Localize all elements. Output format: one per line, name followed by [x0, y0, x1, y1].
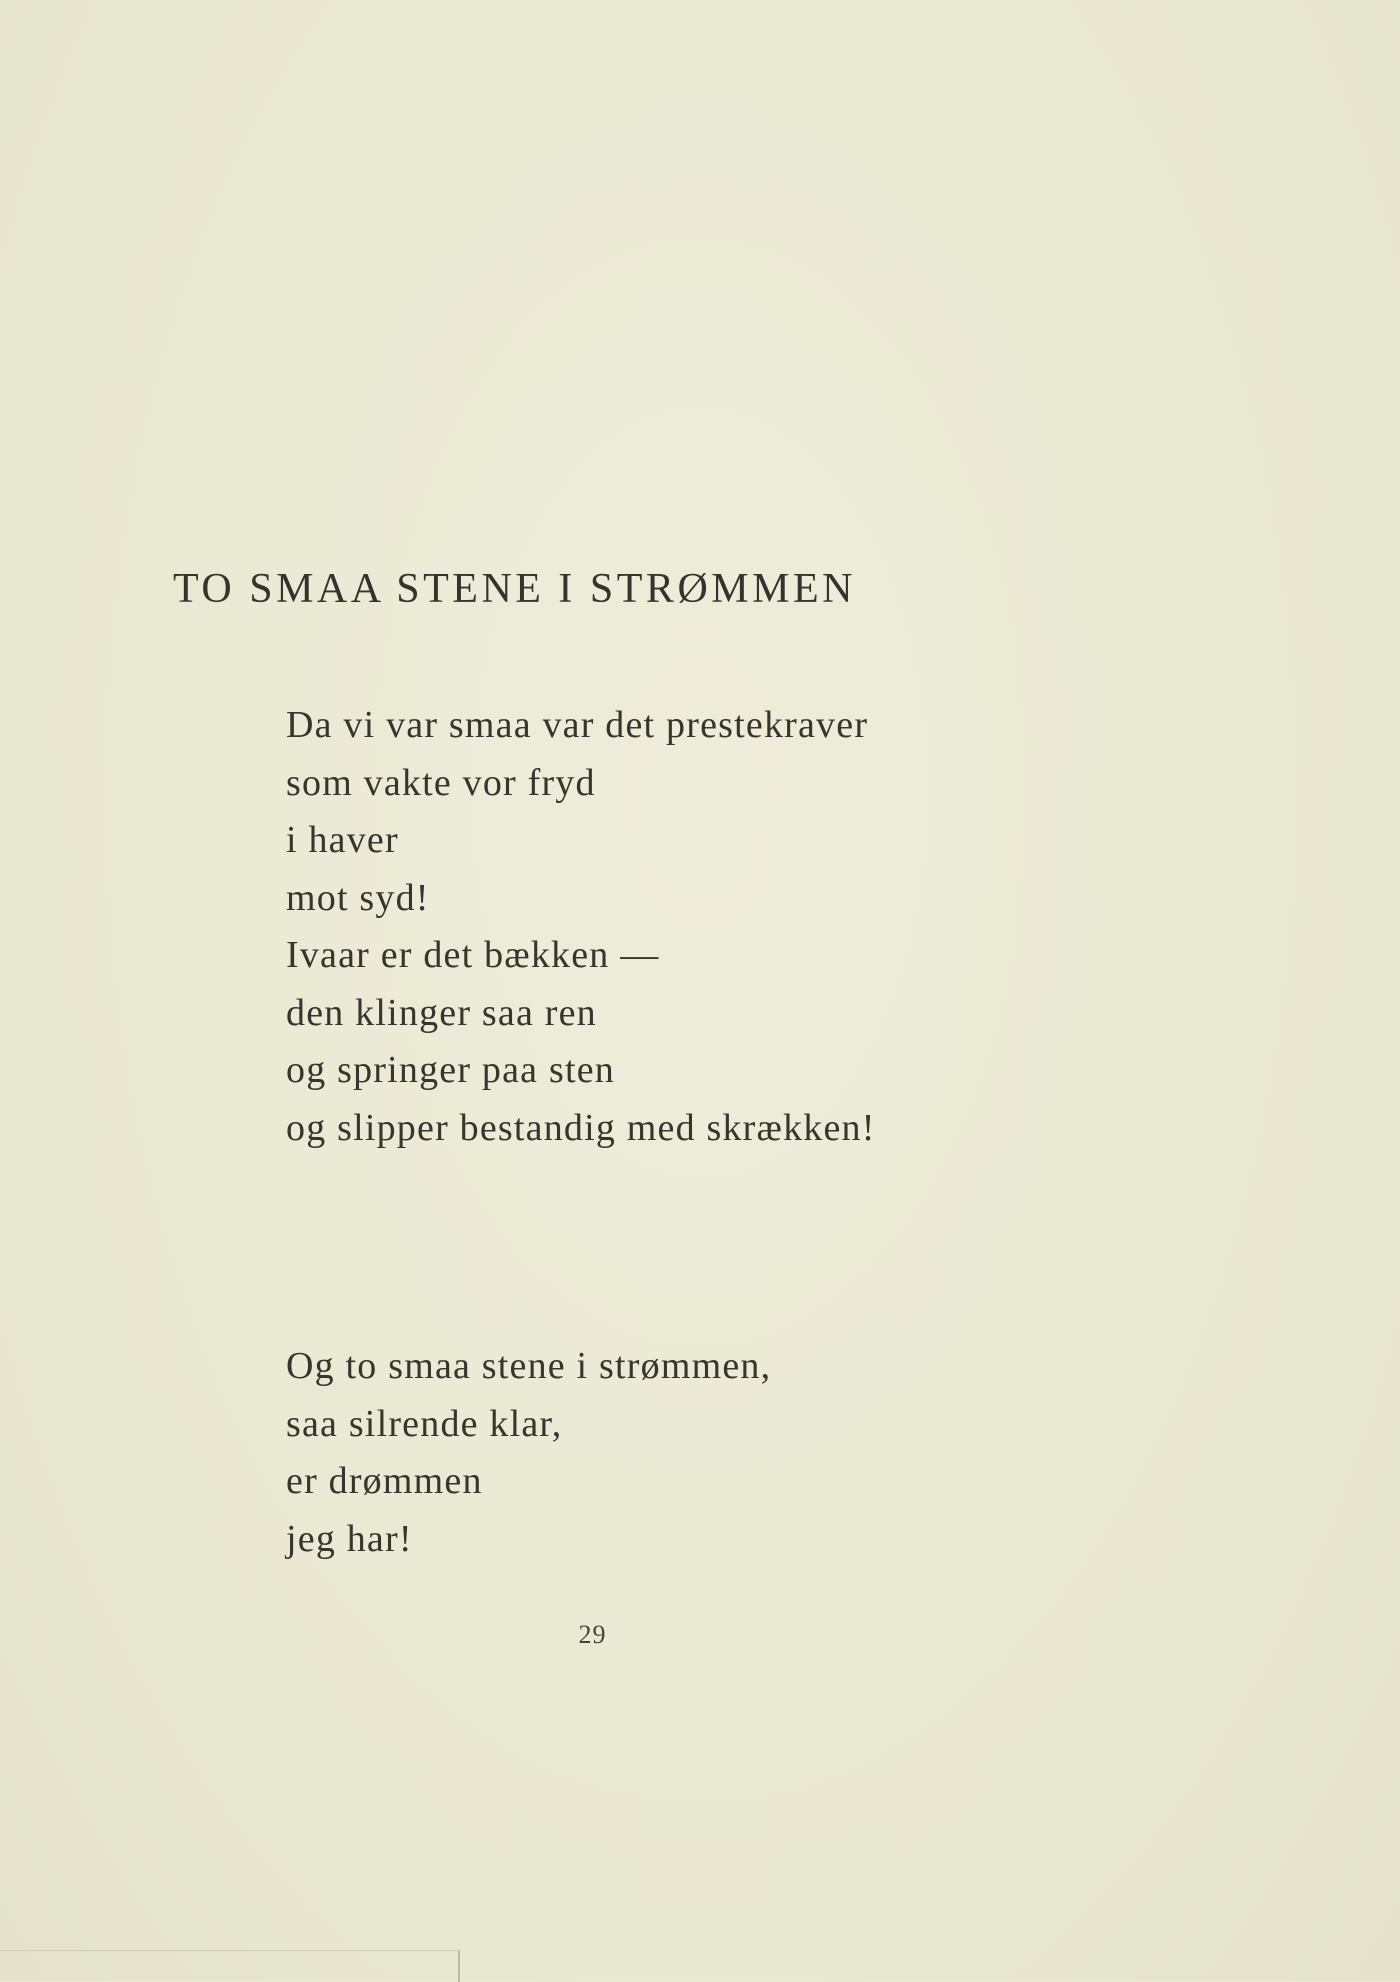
- poem-title: TO SMAA STENE I STRØMMEN: [173, 566, 856, 612]
- poem-line: saa silrende klar,: [286, 1402, 563, 1445]
- poem-line: i haver: [286, 819, 399, 861]
- stanza-1: [286, 697, 876, 1157]
- poem-line: og slipper bestandig med skrækken!: [286, 1106, 876, 1149]
- poem-line: den klinger saa ren: [286, 991, 597, 1034]
- poem-line: Ivaar er det bækken —: [286, 934, 660, 976]
- poem-line: Da vi var smaa var det prestekraver: [286, 704, 869, 746]
- poem-line: mot syd!: [286, 876, 430, 919]
- poem-line: er drømmen: [286, 1460, 483, 1502]
- poem-line: som vakte vor fryd: [286, 761, 596, 804]
- poem-line: og springer paa sten: [286, 1049, 615, 1091]
- poem-line: jeg har!: [286, 1517, 413, 1560]
- scan-edge-mark: [0, 1950, 460, 1982]
- page-number: 29: [578, 1620, 607, 1649]
- poem-line: Og to smaa stene i strømmen,: [286, 1345, 772, 1387]
- stanza-2: [286, 1338, 771, 1568]
